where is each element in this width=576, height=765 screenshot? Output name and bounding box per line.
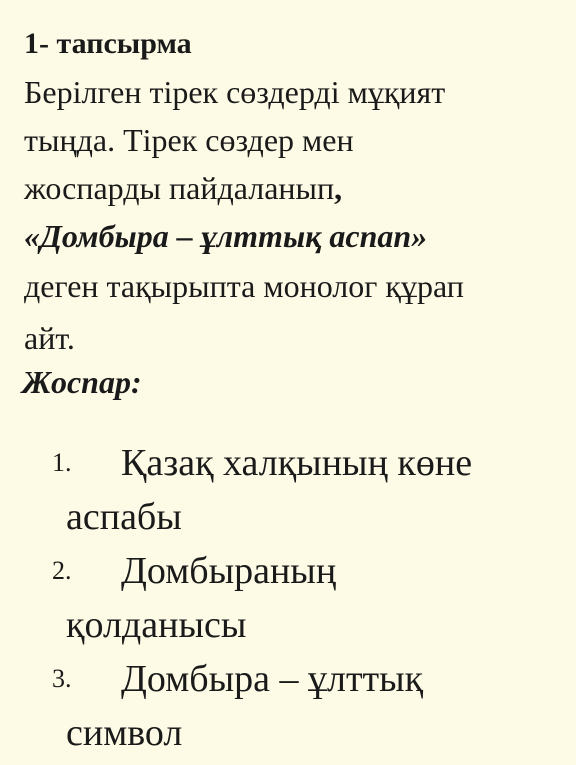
task-instructions xyxy=(24,68,564,364)
plan-item-text-continued: аспабы xyxy=(66,496,182,538)
instruction-comma: , xyxy=(334,170,343,206)
plan-item-number: 1. xyxy=(52,448,72,477)
plan-item-text: Домбыра – ұлттық xyxy=(121,658,424,700)
plan-item-number: 2. xyxy=(52,556,72,585)
instruction-line-3-text: жоспарды пайдаланып xyxy=(24,170,335,206)
plan-item-text: Қазақ халқының көне xyxy=(121,442,473,484)
instruction-line-6: айт. xyxy=(24,320,75,356)
instruction-line-3 xyxy=(24,164,564,212)
plan-item-text-continued: қолданысы xyxy=(66,604,247,646)
plan-item-text: Домбыраның xyxy=(121,550,337,592)
instruction-line-2: тыңда. Тірек сөздер мен xyxy=(24,122,354,158)
task-heading: 1- тапсырма xyxy=(24,27,192,60)
plan-item-number: 3. xyxy=(52,664,72,693)
plan-item-text-continued: символ xyxy=(66,712,183,754)
plan-item-1 xyxy=(0,436,576,544)
plan-list xyxy=(0,436,576,760)
instruction-line-5: деген тақырыпта монолог құрап xyxy=(24,268,464,304)
plan-item-3 xyxy=(0,652,576,760)
topic-title: «Домбыра – ұлттық аспап» xyxy=(24,218,428,254)
plan-item-2 xyxy=(0,544,576,652)
plan-heading: Жоспар: xyxy=(22,364,142,400)
instruction-line-1: Берілген тірек сөздерді мұқият xyxy=(24,74,446,110)
